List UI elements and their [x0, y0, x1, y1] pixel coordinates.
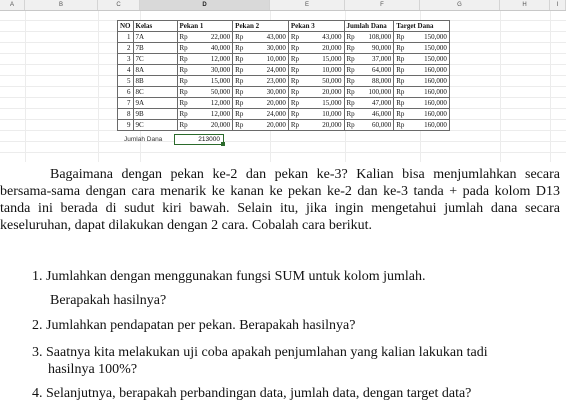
cell-rp[interactable]: Rp — [177, 65, 190, 76]
cell-pekan-3[interactable]: 20,000 — [301, 87, 344, 98]
table-row — [118, 65, 450, 76]
cell-rp[interactable]: Rp — [344, 43, 357, 54]
cell-pekan-1[interactable]: 12,000 — [190, 98, 233, 109]
column-header-b[interactable]: B — [25, 0, 98, 10]
gridline — [0, 152, 566, 153]
question-text: Jumlahkan dengan menggunakan fungsi SUM untuk kolom jumlah. — [46, 269, 426, 284]
cell-no[interactable]: 4 — [118, 65, 134, 76]
cell-rp[interactable]: Rp — [344, 54, 357, 65]
cell-pekan-3[interactable]: 15,000 — [301, 54, 344, 65]
header-pekan-3: Pekan 3 — [288, 21, 344, 32]
cell-no[interactable]: 7 — [118, 98, 134, 109]
cell-pekan-2[interactable]: 30,000 — [245, 87, 288, 98]
cell-rp[interactable]: Rp — [233, 65, 246, 76]
gridline — [500, 10, 501, 162]
cell-rp[interactable]: Rp — [233, 32, 246, 43]
cell-rp[interactable]: Rp — [177, 54, 190, 65]
cell-pekan-1[interactable]: 22,000 — [190, 32, 233, 43]
cell-target-dana[interactable]: 160,000 — [406, 76, 449, 87]
cell-jumlah-dana[interactable]: 60,000 — [357, 120, 394, 131]
sum-cell[interactable]: 213000 — [174, 134, 224, 145]
question-continuation: hasilnya 100%? — [48, 362, 138, 377]
table-row — [118, 109, 450, 120]
column-header-f[interactable]: F — [345, 0, 420, 10]
cell-kelas[interactable]: 9C — [133, 120, 177, 131]
cell-pekan-2[interactable]: 24,000 — [245, 109, 288, 120]
cell-target-dana[interactable]: 160,000 — [406, 120, 449, 131]
spreadsheet-area — [0, 0, 566, 162]
gridline — [550, 10, 551, 162]
cell-jumlah-dana[interactable]: 47,000 — [357, 98, 394, 109]
cell-rp[interactable]: Rp — [288, 54, 301, 65]
cell-rp[interactable]: Rp — [288, 87, 301, 98]
question-1-sub: Berapakah hasilnya? — [50, 293, 167, 308]
cell-rp[interactable]: Rp — [344, 65, 357, 76]
cell-rp[interactable]: Rp — [394, 43, 407, 54]
cell-jumlah-dana[interactable]: 108,000 — [357, 32, 394, 43]
gridline — [98, 10, 99, 162]
cell-pekan-2[interactable]: 20,000 — [245, 98, 288, 109]
gridline — [0, 141, 566, 142]
cell-rp[interactable]: Rp — [344, 76, 357, 87]
fill-handle[interactable] — [221, 142, 225, 146]
cell-pekan-3[interactable]: 10,000 — [301, 109, 344, 120]
cell-rp[interactable]: Rp — [177, 98, 190, 109]
column-header-e[interactable]: E — [270, 0, 345, 10]
table-row — [118, 43, 450, 54]
question-text: Selanjutnya, berapakah perbandingan data, jumlah data, dengan target data? — [46, 386, 472, 401]
sum-label: Jumlah Dana — [124, 136, 163, 143]
cell-kelas[interactable]: 7C — [133, 54, 177, 65]
cell-rp[interactable]: Rp — [177, 109, 190, 120]
column-header-g[interactable]: G — [420, 0, 500, 10]
question-text: Saatnya kita melakukan uji coba apakah penjumlahan yang kalian lakukan tadi — [46, 345, 488, 360]
cell-rp[interactable]: Rp — [233, 109, 246, 120]
header-pekan-1: Pekan 1 — [177, 21, 233, 32]
cell-rp[interactable]: Rp — [394, 54, 407, 65]
cell-rp[interactable]: Rp — [394, 65, 407, 76]
cell-rp[interactable]: Rp — [288, 109, 301, 120]
intro-paragraph: Bagaimana dengan pekan ke-2 dan pekan ke-3? Kalian bisa menjumlahkan secara bersama-sama dengan cara menarik ke kanan ke pekan ke-2 dan ke-3 tanda + pada kolom D13 tanda ini berada di sudut kiri bawah. Selain itu, jika ingin mengetahui jumlah dana secara keseluruhan, dapat dilakukan dengan 2 cara. Cobalah cara berikut. — [0, 167, 560, 233]
cell-kelas[interactable]: 9B — [133, 109, 177, 120]
column-header-c[interactable]: C — [98, 0, 140, 10]
cell-pekan-1[interactable]: 20,000 — [190, 120, 233, 131]
table-row — [118, 120, 450, 131]
cell-no[interactable]: 6 — [118, 87, 134, 98]
cell-kelas[interactable]: 7B — [133, 43, 177, 54]
cell-pekan-3[interactable]: 43,000 — [301, 32, 344, 43]
cell-pekan-3[interactable]: 50,000 — [301, 76, 344, 87]
header-jumlah-dana: Jumlah Dana — [344, 21, 394, 32]
cell-rp[interactable]: Rp — [344, 98, 357, 109]
cell-rp[interactable]: Rp — [177, 76, 190, 87]
column-header-d[interactable]: D — [140, 0, 270, 10]
cell-rp[interactable]: Rp — [288, 76, 301, 87]
cell-rp[interactable]: Rp — [394, 98, 407, 109]
cell-no[interactable]: 5 — [118, 76, 134, 87]
cell-no[interactable]: 9 — [118, 120, 134, 131]
header-pekan-2: Pekan 2 — [233, 21, 289, 32]
question-number: 3. — [32, 345, 43, 360]
question-1 — [32, 268, 562, 285]
question-2 — [32, 317, 562, 334]
cell-rp[interactable]: Rp — [394, 76, 407, 87]
cell-rp[interactable]: Rp — [177, 32, 190, 43]
cell-pekan-1[interactable]: 12,000 — [190, 54, 233, 65]
cell-pekan-2[interactable]: 43,000 — [245, 32, 288, 43]
cell-jumlah-dana[interactable]: 46,000 — [357, 109, 394, 120]
cell-target-dana[interactable]: 160,000 — [406, 65, 449, 76]
cell-rp[interactable]: Rp — [233, 98, 246, 109]
cell-pekan-2[interactable]: 10,000 — [245, 54, 288, 65]
cell-rp[interactable]: Rp — [177, 43, 190, 54]
cell-kelas[interactable]: 9A — [133, 98, 177, 109]
cell-pekan-2[interactable]: 23,000 — [245, 76, 288, 87]
header-no: NO — [118, 21, 134, 32]
cell-rp[interactable]: Rp — [233, 43, 246, 54]
table-header-row — [118, 21, 450, 32]
cell-jumlah-dana[interactable]: 64,000 — [357, 65, 394, 76]
cell-pekan-1[interactable]: 50,000 — [190, 87, 233, 98]
cell-rp[interactable]: Rp — [233, 76, 246, 87]
cell-rp[interactable]: Rp — [177, 120, 190, 131]
fund-table — [117, 20, 450, 131]
cell-rp[interactable]: Rp — [233, 87, 246, 98]
cell-jumlah-dana[interactable]: 100,000 — [357, 87, 394, 98]
cell-pekan-1[interactable]: 12,000 — [190, 109, 233, 120]
cell-rp[interactable]: Rp — [394, 120, 407, 131]
cell-pekan-2[interactable]: 30,000 — [245, 43, 288, 54]
cell-kelas[interactable]: 7A — [133, 32, 177, 43]
cell-jumlah-dana[interactable]: 37,000 — [357, 54, 394, 65]
cell-rp[interactable]: Rp — [288, 65, 301, 76]
cell-pekan-3[interactable]: 15,000 — [301, 98, 344, 109]
cell-rp[interactable]: Rp — [288, 32, 301, 43]
cell-no[interactable]: 8 — [118, 109, 134, 120]
cell-no[interactable]: 3 — [118, 54, 134, 65]
question-number: 2. — [32, 318, 43, 333]
cell-target-dana[interactable]: 150,000 — [406, 43, 449, 54]
header-target-dana: Target Dana — [394, 21, 450, 32]
cell-target-dana[interactable]: 160,000 — [406, 87, 449, 98]
question-3 — [32, 344, 562, 378]
question-4 — [32, 385, 562, 402]
cell-no[interactable]: 1 — [118, 32, 134, 43]
cell-rp[interactable]: Rp — [233, 120, 246, 131]
cell-pekan-2[interactable]: 24,000 — [245, 65, 288, 76]
cell-rp[interactable]: Rp — [288, 120, 301, 131]
cell-target-dana[interactable]: 150,000 — [406, 32, 449, 43]
table-row — [118, 32, 450, 43]
cell-rp[interactable]: Rp — [394, 32, 407, 43]
cell-rp[interactable]: Rp — [394, 87, 407, 98]
cell-rp[interactable]: Rp — [288, 43, 301, 54]
cell-pekan-3[interactable]: 20,000 — [301, 120, 344, 131]
question-text: Jumlahkan pendapatan per pekan. Berapakah hasilnya? — [46, 318, 356, 333]
cell-jumlah-dana[interactable]: 90,000 — [357, 43, 394, 54]
cell-pekan-3[interactable]: 10,000 — [301, 65, 344, 76]
cell-rp[interactable]: Rp — [233, 54, 246, 65]
header-kelas: Kelas — [133, 21, 177, 32]
table-row — [118, 54, 450, 65]
table-row — [118, 76, 450, 87]
column-header-h[interactable]: H — [500, 0, 550, 10]
table-row — [118, 98, 450, 109]
question-number: 1. — [32, 269, 43, 284]
cell-pekan-1[interactable]: 15,000 — [190, 76, 233, 87]
cell-rp[interactable]: Rp — [344, 87, 357, 98]
cell-kelas[interactable]: 8B — [133, 76, 177, 87]
cell-rp[interactable]: Rp — [288, 98, 301, 109]
cell-jumlah-dana[interactable]: 88,000 — [357, 76, 394, 87]
cell-rp[interactable]: Rp — [344, 109, 357, 120]
cell-target-dana[interactable]: 150,000 — [406, 54, 449, 65]
gridline — [25, 10, 26, 162]
cell-pekan-1[interactable]: 40,000 — [190, 43, 233, 54]
table-row — [118, 87, 450, 98]
cell-rp[interactable]: Rp — [177, 87, 190, 98]
cell-kelas[interactable]: 8C — [133, 87, 177, 98]
column-header-a[interactable]: A — [0, 0, 25, 10]
cell-no[interactable]: 2 — [118, 43, 134, 54]
cell-pekan-1[interactable]: 30,000 — [190, 65, 233, 76]
cell-pekan-3[interactable]: 20,000 — [301, 43, 344, 54]
cell-pekan-2[interactable]: 20,000 — [245, 120, 288, 131]
cell-kelas[interactable]: 8A — [133, 65, 177, 76]
column-header-row — [0, 0, 566, 11]
question-number: 4. — [32, 386, 43, 401]
column-header-i[interactable]: I — [550, 0, 566, 10]
cell-rp[interactable]: Rp — [344, 120, 357, 131]
cell-rp[interactable]: Rp — [344, 32, 357, 43]
cell-target-dana[interactable]: 160,000 — [406, 109, 449, 120]
cell-rp[interactable]: Rp — [394, 109, 407, 120]
cell-target-dana[interactable]: 160,000 — [406, 98, 449, 109]
